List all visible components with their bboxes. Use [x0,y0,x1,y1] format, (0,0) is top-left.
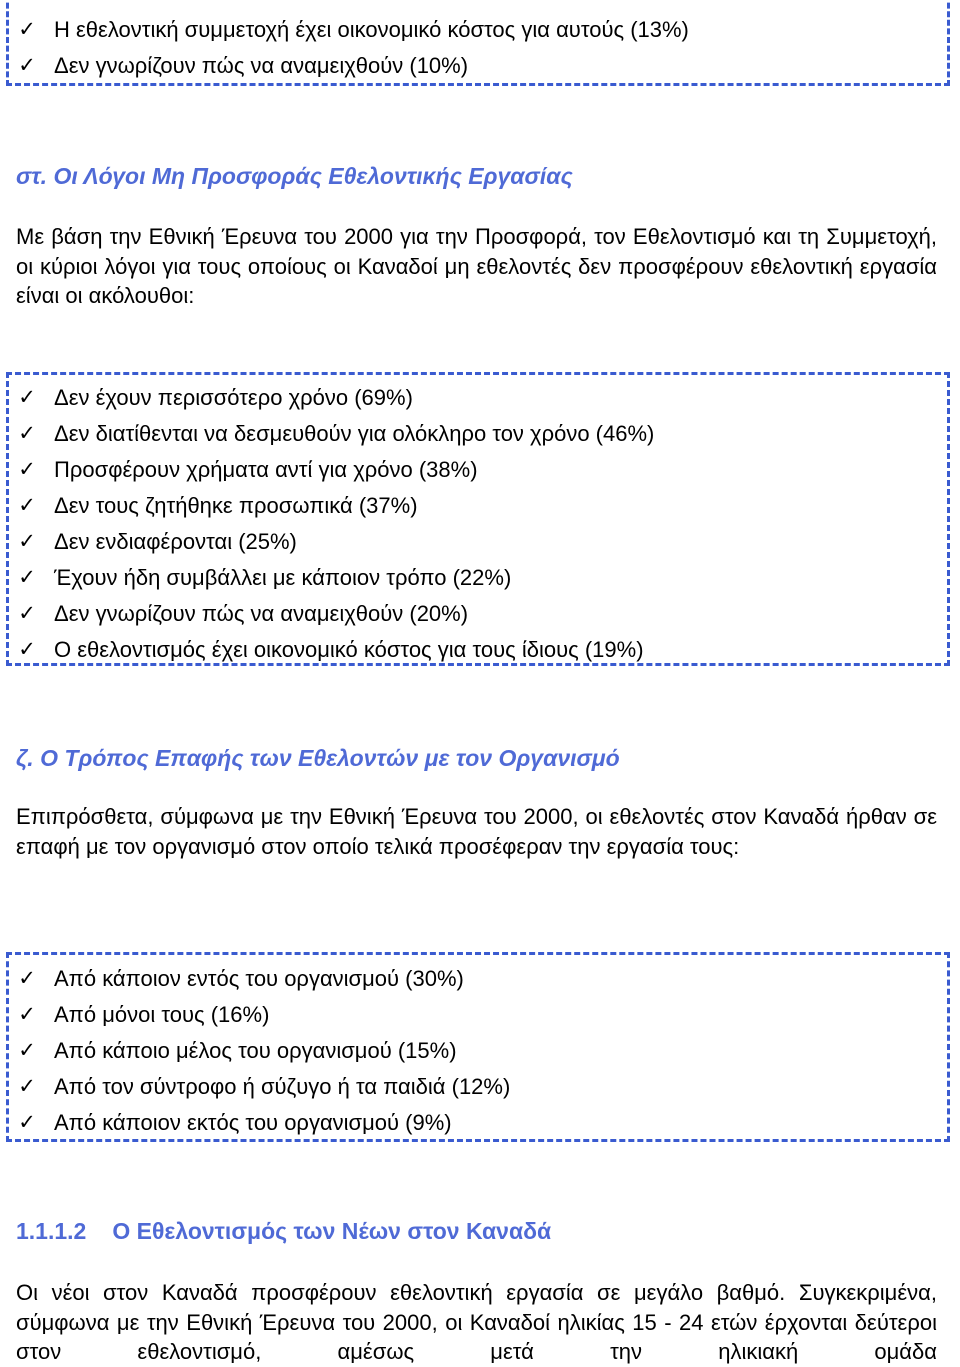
checkmark-icon: ✓ [18,18,36,41]
list-item: ✓ Δεν γνωρίζουν πώς να αναμειχθούν (20%) [0,596,654,632]
contact-checklist [0,961,510,1141]
section-heading-youth [16,1218,551,1245]
list-item: ✓ Από κάποιον εντός του οργανισμού (30%) [0,961,510,997]
checkmark-icon: ✓ [18,530,36,553]
checkmark-icon: ✓ [18,967,36,990]
list-item: ✓ Δεν διατίθενται να δεσμευθούν για ολόκληρο τον χρόνο (46%) [0,416,654,452]
section-number: 1.1.1.2 [16,1218,87,1244]
checkmark-icon: ✓ [18,386,36,409]
checkmark-icon: ✓ [18,1003,36,1026]
list-item: ✓ Δεν ενδιαφέρονται (25%) [0,524,654,560]
list-item: ✓ Δεν τους ζητήθηκε προσωπικά (37%) [0,488,654,524]
checkmark-icon: ✓ [18,602,36,625]
list-item: ✓ Η εθελοντική συμμετοχή έχει οικονομικό κόστος για αυτούς (13%) [0,12,689,48]
list-item: ✓ Δεν γνωρίζουν πώς να αναμειχθούν (10%) [0,48,689,84]
list-item: ✓ Έχουν ήδη συμβάλλει με κάποιον τρόπο (22%) [0,560,654,596]
section-youth-paragraph: Οι νέοι στον Καναδά προσφέρουν εθελοντική εργασία σε μεγάλο βαθμό. Συγκεκριμένα, σύμφωνα με την Εθνική Έρευνα του 2000, οι Καναδοί ηλικίας 15 - 24 ετών έρχονται δεύτεροι στον εθελοντισμό, αμέσως μετά την ηλικιακή ομάδα [16,1280,937,1364]
top-checklist [0,12,689,84]
list-item: ✓ Δεν έχουν περισσότερο χρόνο (69%) [0,380,654,416]
checkmark-icon: ✓ [18,494,36,517]
section-z-paragraph: Επιπρόσθετα, σύμφωνα με την Εθνική Έρευνα του 2000, οι εθελοντές στον Καναδά ήρθαν σε επαφή με τον οργανισμό στον οποίο τελικά προσέφεραν την εργασία τους: [16,804,937,859]
section-heading-st: στ. Οι Λόγοι Μη Προσφοράς Εθελοντικής Εργασίας [16,163,573,189]
list-item: ✓ Από τον σύντροφο ή σύζυγο ή τα παιδιά (12%) [0,1069,510,1105]
reasons-checklist [0,380,654,668]
checkmark-icon: ✓ [18,54,36,77]
list-item: ✓ Από κάποιον εκτός του οργανισμού (9%) [0,1105,510,1141]
checkmark-icon: ✓ [18,1075,36,1098]
section-st-paragraph: Με βάση την Εθνική Έρευνα του 2000 για την Προσφορά, τον Εθελοντισμό και τη Συμμετοχή, οι κύριοι λόγοι για τους οποίους οι Καναδοί μη εθελοντές δεν προσφέρουν εθελοντική εργασία είναι οι ακόλουθοι: [16,224,937,308]
checkmark-icon: ✓ [18,638,36,661]
checkmark-icon: ✓ [18,1039,36,1062]
list-item: ✓ Προσφέρουν χρήματα αντί για χρόνο (38%) [0,452,654,488]
checkmark-icon: ✓ [18,1111,36,1134]
checkmark-icon: ✓ [18,458,36,481]
checkmark-icon: ✓ [18,422,36,445]
list-item: ✓ Ο εθελοντισμός έχει οικονομικό κόστος για τους ίδιους (19%) [0,632,654,668]
list-item: ✓ Από μόνοι τους (16%) [0,997,510,1033]
section-title: Ο Εθελοντισμός των Νέων στον Καναδά [112,1218,552,1244]
section-heading-z: ζ. Ο Τρόπος Επαφής των Εθελοντών με τον Οργανισμό [16,745,620,771]
checkmark-icon: ✓ [18,566,36,589]
list-item: ✓ Από κάποιο μέλος του οργανισμού (15%) [0,1033,510,1069]
